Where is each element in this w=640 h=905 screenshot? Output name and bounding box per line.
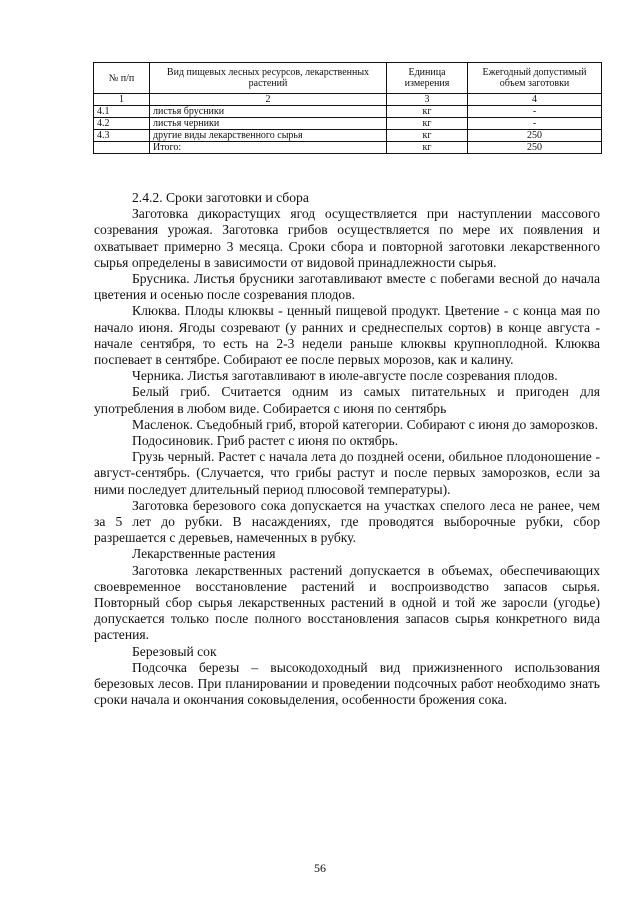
table-cell: 4.3: [94, 130, 150, 142]
subheading: Лекарственные растения: [132, 546, 276, 562]
table-cell: кг: [387, 106, 468, 118]
paragraph: Подсочка березы – высокодоходный вид прижизненного использования березовых лесов. При планировании и проведении подсочных работ необходимо знать сроки начала и окончания соковыделения, особенности брожения сока.: [94, 659, 600, 708]
table-cell: 4: [468, 94, 602, 106]
table-numbering-row: [94, 94, 602, 106]
table-cell: листья брусники: [150, 106, 387, 118]
table-cell: 3: [387, 94, 468, 106]
header-resource-type: Вид пищевых лесных ресурсов, лекарственных растений: [150, 63, 387, 94]
paragraph: Заготовка лекарственных растений допускается в объемах, обеспечивающих своевременное восстановление растений и воспроизводство запасов сырья. Повторный сбор сырья лекарственных растений в одной и той же заросли (угодье) допускается только после полного восстановления запасов сырья конкретного вида растения.: [94, 562, 600, 643]
page-number: 56: [314, 861, 326, 875]
table-cell: 250: [468, 130, 602, 142]
table-cell: листья черники: [150, 118, 387, 130]
table-cell: кг: [387, 130, 468, 142]
table-row: [94, 130, 602, 142]
table-total-row: [94, 142, 602, 154]
table-cell: 4.1: [94, 106, 150, 118]
table-cell: -: [468, 106, 602, 118]
header-number: № п/п: [94, 63, 150, 94]
body-text: [94, 190, 600, 709]
table-cell: [94, 142, 150, 154]
table-row: [94, 118, 602, 130]
table-cell: другие виды лекарственного сырья: [150, 130, 387, 142]
table-cell: кг: [387, 142, 468, 154]
table-cell: Итого:: [150, 142, 387, 154]
paragraph: Грузь черный. Растет с начала лета до поздней осени, обильное плодоношение - август-сентябрь. (Случается, что грибы растут и после первых заморозков, если за ними последует длительный период плюсовой температуры).: [94, 449, 600, 497]
paragraph: Масленок. Съедобный гриб, второй категории. Собирают с июня до заморозков.: [132, 416, 598, 432]
table-cell: -: [468, 118, 602, 130]
subheading: Березовый сок: [132, 643, 217, 659]
paragraph: Заготовка дикорастущих ягод осуществляется при наступлении массового созревания урожая. Заготовка грибов осуществляется по мере их появления и охватывает примерно 3 месяца. Сроки сбора и повторной заготовки лекарственного сырья определены в зависимости от видовой принадлежности сырья.: [94, 206, 600, 270]
resources-table: [93, 62, 602, 154]
paragraph: Подосиновик. Гриб растет с июня по октябрь.: [132, 433, 399, 449]
paragraph: Брусника. Листья брусники заготавливают вместе с побегами весной до начала цветения и осенью после созревания плодов.: [94, 271, 600, 303]
paragraph: Заготовка березового сока допускается на участках спелого леса не ранее, чем за 5 лет до рубки. В насаждениях, где проводятся выборочные рубки, сбор разрешается с деревьев, намеченных в рубку.: [94, 497, 600, 546]
header-unit: Единица измерения: [387, 63, 468, 94]
table-cell: кг: [387, 118, 468, 130]
table-cell: 2: [150, 94, 387, 106]
table-cell: 4.2: [94, 118, 150, 130]
section-heading: 2.4.2. Сроки заготовки и сбора: [132, 190, 309, 205]
table-row: [94, 106, 602, 118]
paragraph: Клюква. Плоды клюквы - ценный пищевой продукт. Цветение - с конца мая по начало июня. Ягоды созревают (у ранних и среднеспелых сортов) в конце августа - начале сентября, то есть на 2-3 недели раньше клюквы крупноплодной. Клюква поспевает в сентябре. Собирают ее после первых морозов, как и калину.: [94, 303, 600, 368]
table-cell: 250: [468, 142, 602, 154]
header-annual-volume: Ежегодный допустимый объем заготовки: [468, 63, 602, 94]
table-cell: 1: [94, 94, 150, 106]
paragraph: Белый гриб. Считается одним из самых питательных и пригоден для употребления в любом виде. Собирается с июня по сентябрь: [94, 384, 600, 416]
paragraph: Черника. Листья заготавливают в июле-августе после созревания плодов.: [132, 368, 558, 384]
table-header-row: [94, 63, 602, 94]
